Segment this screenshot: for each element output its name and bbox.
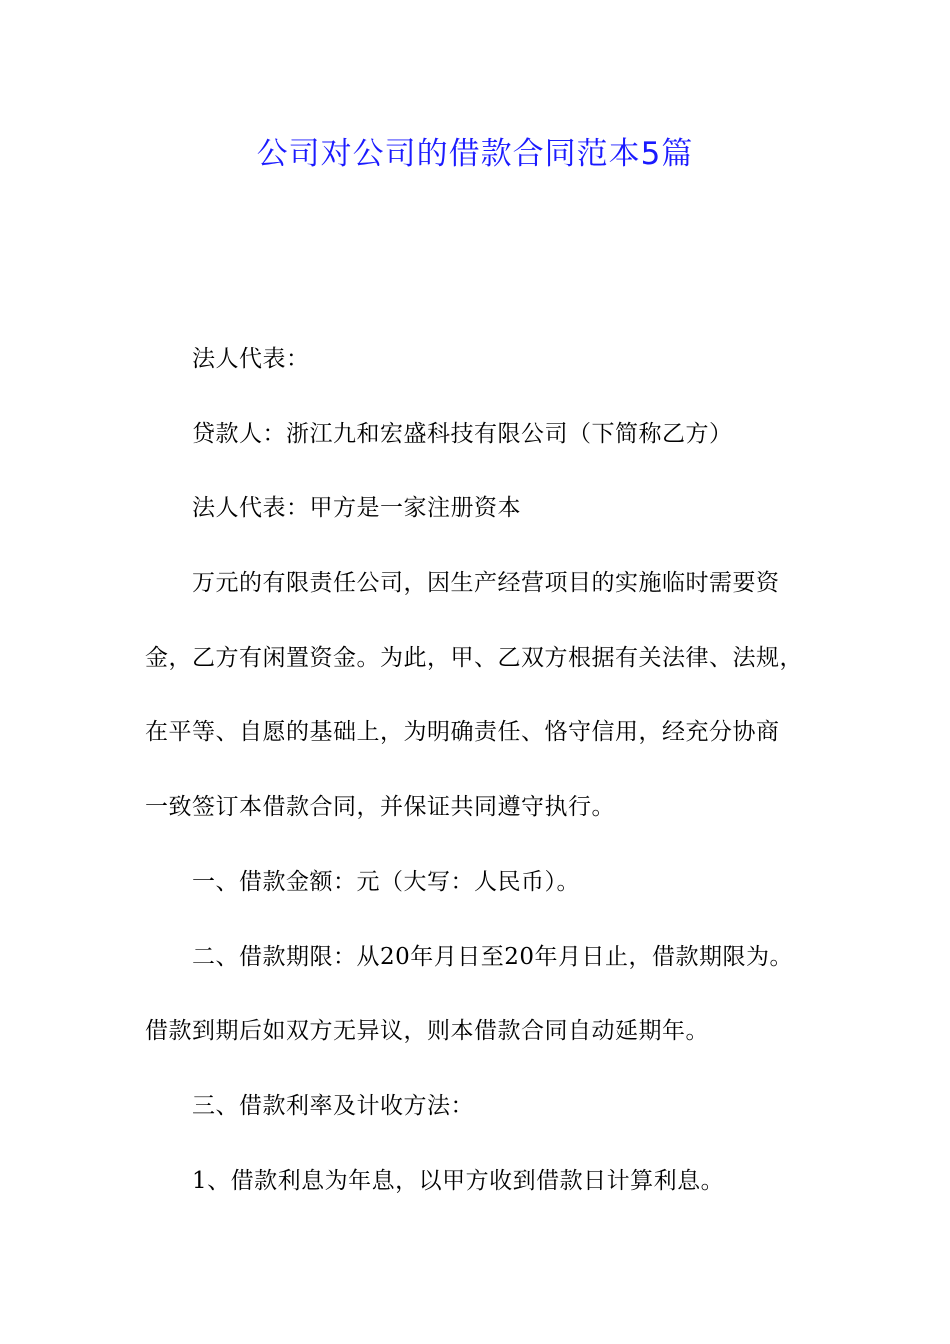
paragraph-legal-representative-1: 法人代表：: [192, 346, 310, 372]
paragraph-preamble-line-4: 一致签订本借款合同，并保证共同遵守执行。: [145, 794, 615, 820]
clause-interest-heading: 三、借款利率及计收方法：: [192, 1093, 474, 1119]
paragraph-legal-representative-2: 法人代表：甲方是一家注册资本: [192, 495, 521, 521]
clause-interest-item-1: 1、借款利息为年息，以甲方收到借款日计算利息。: [192, 1168, 725, 1194]
paragraph-preamble-line-1: 万元的有限责任公司，因生产经营项目的实施临时需要资: [192, 570, 780, 596]
document-title: 公司对公司的借款合同范本5篇: [256, 136, 694, 172]
paragraph-lender: 贷款人：浙江九和宏盛科技有限公司（下简称乙方）: [192, 421, 733, 447]
clause-loan-amount: 一、借款金额：元（大写：人民币）。: [192, 869, 580, 895]
clause-loan-term-extension: 借款到期后如双方无异议，则本借款合同自动延期年。: [145, 1018, 709, 1044]
paragraph-preamble-line-3: 在平等、自愿的基础上，为明确责任、恪守信用，经充分协商: [145, 719, 780, 745]
paragraph-preamble-line-2: 金，乙方有闲置资金。为此，甲、乙双方根据有关法律、法规，: [145, 645, 803, 671]
clause-loan-term: 二、借款期限：从20年月日至20年月日止，借款期限为。: [192, 944, 794, 970]
